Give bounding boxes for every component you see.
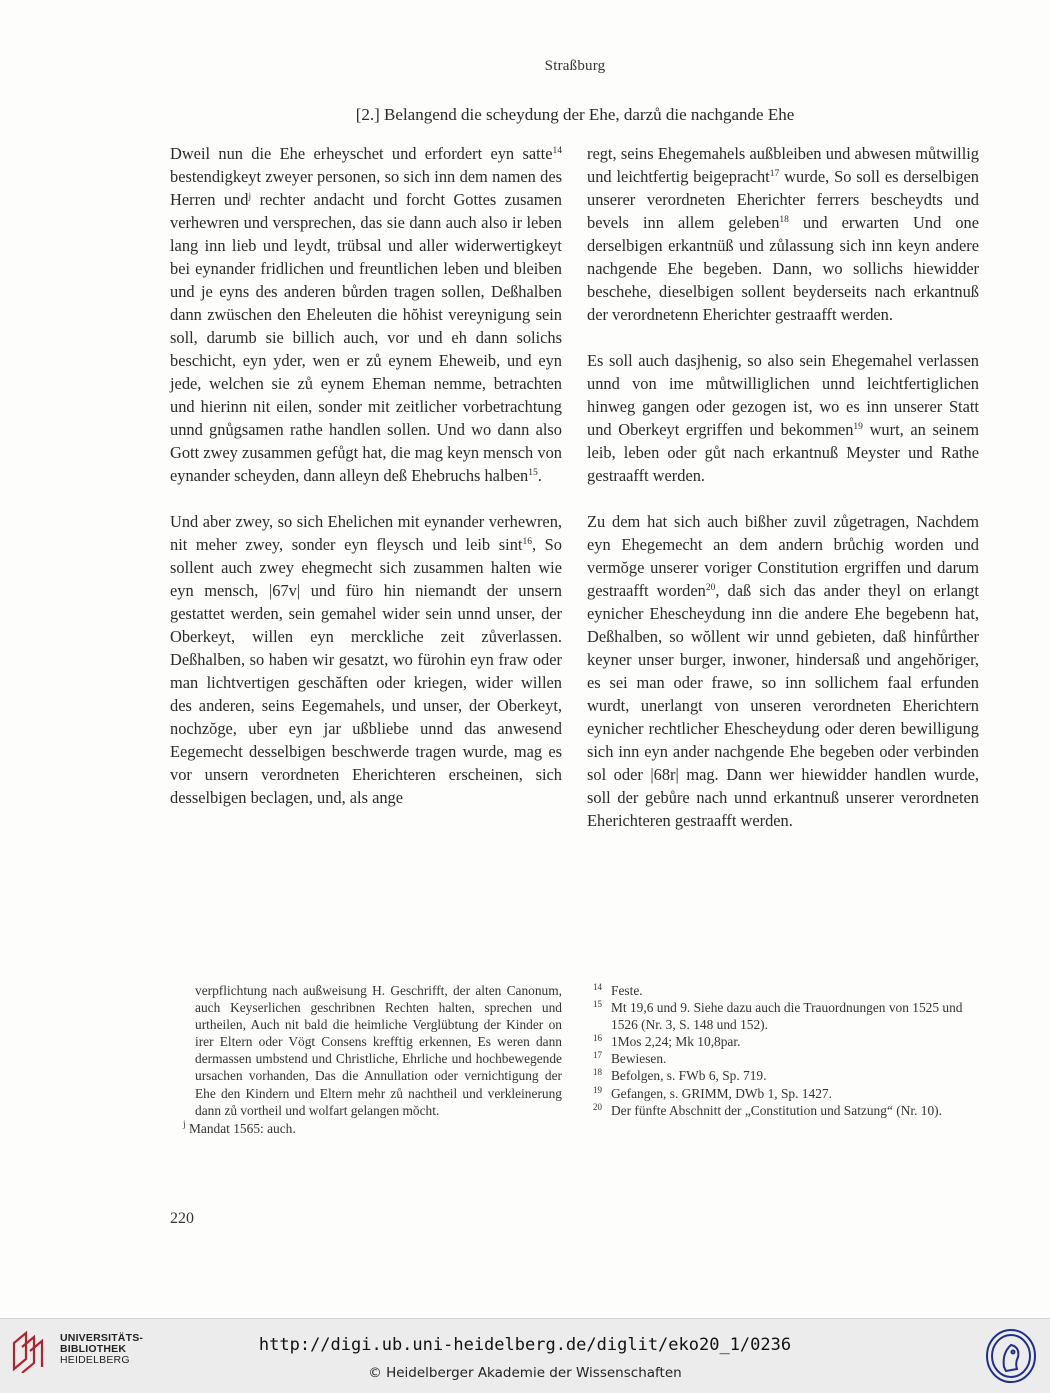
footnote-number: 18: [593, 1067, 602, 1078]
text-run: , So sollent auch zwey ehegmecht sich zusammen halten wie eyn mensch, |67v| und füro hin niemandt der unsern gestattet werden, sein gemahel wider sein unnd unser, der Oberkeyt, willen eyn merckliche zeit zůverlassen. Deßhalben, so haben wir gesatzt, wo fürohin eyn fraw oder man lichtvertigen geschăften oder kriegen, wider willen des anderen, seins Eegemahels, und unser, der Oberkeyt, nochzŏge, uber eyn jar ußbliebe unnd das anwesend Eegemecht desselbigen beschwerde tragen wurde, mag es vor unsern verordneten Eherichteren erscheinen, sich desselbigen beclagen, und, als ange: [170, 535, 562, 807]
logo-line: HEIDELBERG: [60, 1354, 130, 1366]
page-number: 220: [170, 1210, 194, 1227]
right-column: [587, 142, 979, 855]
text-run: bestendigkeyt zweyer personen, so sich inn dem namen des Herren und: [170, 167, 562, 209]
paragraph: [587, 142, 979, 326]
text-run: Dweil nun die Ehe erheyschet und erfordert eyn satte: [170, 144, 553, 163]
footnote: [593, 1050, 983, 1067]
paragraph: [587, 510, 979, 832]
footnote-text: Mt 19,6 und 9. Siehe dazu auch die Trauordnungen von 1525 und 1526 (Nr. 3, S. 148 und 152).: [611, 1000, 963, 1033]
footnote-text: Der fünfte Abschnitt der „Constitution und Satzung“ (Nr. 10).: [611, 1102, 942, 1118]
text-run: .: [537, 466, 542, 485]
footnote-text: Bewiesen.: [611, 1051, 667, 1067]
paragraph: [170, 142, 562, 487]
text-run: wurde, So soll es derselbigen unserer verordneten Eherichter ferrers bescheydts und bevels inn allem geleben: [587, 167, 979, 232]
footnote-number: 16: [593, 1033, 602, 1044]
left-column: [170, 142, 562, 832]
footnote-number: 17: [593, 1050, 602, 1061]
footnote-text: Gefangen, s. GRIMM, DWb 1, Sp. 1427.: [611, 1085, 832, 1101]
footnote-continuation: verpflichtung nach außweisung H. Geschrifft, der alten Canonum, auch Keyserlichen geschribnen Rechten halten, sprechen und urtheilen, Auch nit bald die heimliche Verglübtung der Kinder on irer Eltern oder Vögt Consens krefftig erkennen, Es weren dann dermassen umbstend und Christliche, Ehrliche und hochbewegende ursachen vorhanden, Das die Annullation oder vernichtigung der Ehe den Kindern und Eltern mehr zů nachtheil und verkleinerung dann zů vortheil und wolfart gelangen mŏcht.: [195, 983, 562, 1118]
footnote-text: Mandat 1565: auch.: [185, 1120, 296, 1136]
text-run: wurt, an seinem leib, leben oder gůt nach erkantnuß Meyster und Rathe gestraafft werden.: [587, 420, 979, 485]
footnote-text: 1Mos 2,24; Mk 10,8par.: [611, 1034, 741, 1050]
footnote-mark: j: [183, 1119, 186, 1130]
footnote-ref[interactable]: 18: [779, 215, 789, 225]
footnote-j: [183, 1120, 562, 1137]
text-run: , daß sich das ander theyl on erlangt eynicher Ehescheydung inn die andere Ehe begebenn hat, Deßhalben, so wŏllent wir unnd gebieten, daß hinfůrther keyner unser burger, inwoner, hindersaß und angehŏriger, es sei man oder frawe, so inn sollichem faal erfunden wurdt, unerlangt von unseren verordneten Eherichtern eynicher rechtlicher Ehescheydung oder deren bewilligung sich inn eyn ander nachgende Ehe begeben oder verbinden sol oder |68r| mag. Dann wer hiewidder handlen wurde, soll der gebůre nach unnd erkantnuß unserer verordneten Eherichteren gestraafft werden.: [587, 581, 979, 830]
footnotes-left: [183, 982, 562, 1137]
copyright-notice: © Heidelberger Akademie der Wissenschaften: [368, 1365, 682, 1381]
footnote-ref[interactable]: 16: [522, 537, 532, 547]
permalink-url[interactable]: http://digi.ub.uni-heidelberg.de/diglit/eko20_1/0236: [258, 1335, 792, 1355]
footnote: [593, 1067, 983, 1084]
footnote: [593, 1102, 983, 1119]
footnote-text: Befolgen, s. FWb 6, Sp. 719.: [611, 1068, 767, 1084]
section-title: [2.] Belangend die scheydung der Ehe, darzů die nachgande Ehe: [355, 105, 795, 124]
paragraph: [170, 510, 562, 809]
text-run: Es soll auch dasjhenig, so also sein Ehegemahel verlassen unnd von ime můtwilliglichen unnd leichtfertiglichen hinweg gangen oder gezogen ist, wo es inn unserer Statt und Oberkeyt ergriffen und bekommen: [587, 351, 979, 439]
footnote: [593, 982, 983, 999]
viewer-footer: [0, 1318, 1050, 1393]
footnote-ref[interactable]: 17: [769, 169, 780, 179]
footnote-ref[interactable]: 15: [528, 468, 538, 478]
footnote-number: 19: [593, 1084, 602, 1095]
text-run: Zu dem hat sich auch bißher zuvil zůgetragen, Nachdem eyn Ehegemecht an dem andern brůchig worden und vermŏge unserer voriger Constitution ergriffen und darum gestraafft worden: [587, 512, 979, 600]
footnote-number: 14: [593, 982, 602, 992]
running-head: Straßburg: [544, 58, 606, 74]
footnote-text: Feste.: [611, 983, 643, 998]
logo-line: BIBLIOTHEK: [60, 1343, 127, 1355]
footnote-ref[interactable]: 19: [853, 422, 863, 432]
footnote-number: 15: [593, 999, 602, 1010]
text-run: Und aber zwey, so sich Ehelichen mit eynander verhewren, nit meher zwey, sonder eyn fleysch und leib sint: [170, 512, 562, 554]
paragraph: [587, 349, 979, 487]
logo-line: UNIVERSITÄTS-: [60, 1332, 144, 1344]
footnote: [593, 1085, 983, 1102]
academy-seal-icon[interactable]: [984, 1327, 1038, 1385]
text-run: rechter andacht und forcht Gottes zusamen verhewren und versprechen, das sie dann auch also ir leben lang inn lieb und leydt, trübsal und aller widerwertigkeyt bei eynander fridlichen und freuntlichen leben und bleiben und je eyns des anderen bůrden tragen sollen, Deßhalben dann zwüschen den Eheleuten die hŏhist vereynigung sein soll, darumb sie billich auch, vor und eh dann solichs beschicht, eyn yder, wen er zů eynem Eheweib, und eyn jede, welchen sie zů eynem Eheman nemme, betrachten und hierinn nit eilen, sonder mit zeitlicher vorbetrachtung unnd gnůgsamen rathe handlen sollen. Und wo dann also Gott zwey zusammen gefůgt hat, die mag keyn mensch von eynander scheyden, dann alleyn deß Ehebruchs halben: [170, 190, 562, 485]
footnote-ref[interactable]: j: [248, 192, 252, 202]
footnote-number: 20: [593, 1101, 602, 1112]
footnote: [593, 999, 983, 1033]
footnote-ref[interactable]: 14: [552, 146, 562, 156]
text-run: regt, seins Ehegemahels außbleiben und abwesen můtwillig und leichtfertig beigepracht: [587, 144, 979, 186]
footnote: [593, 1033, 983, 1050]
footnote-ref[interactable]: 20: [705, 583, 716, 593]
text-run: und erwarten Und one derselbigen erkantnüß und zůlassung sich inn keyn andere nachgende Ehe begeben. Dann, wo sollichs hiewidder beschehe, dieselbigen sollent beyderseits nach erkantnuß der verordnetenn Eherichter gestraafft werden.: [587, 213, 979, 324]
footnotes-right: [593, 982, 983, 1119]
